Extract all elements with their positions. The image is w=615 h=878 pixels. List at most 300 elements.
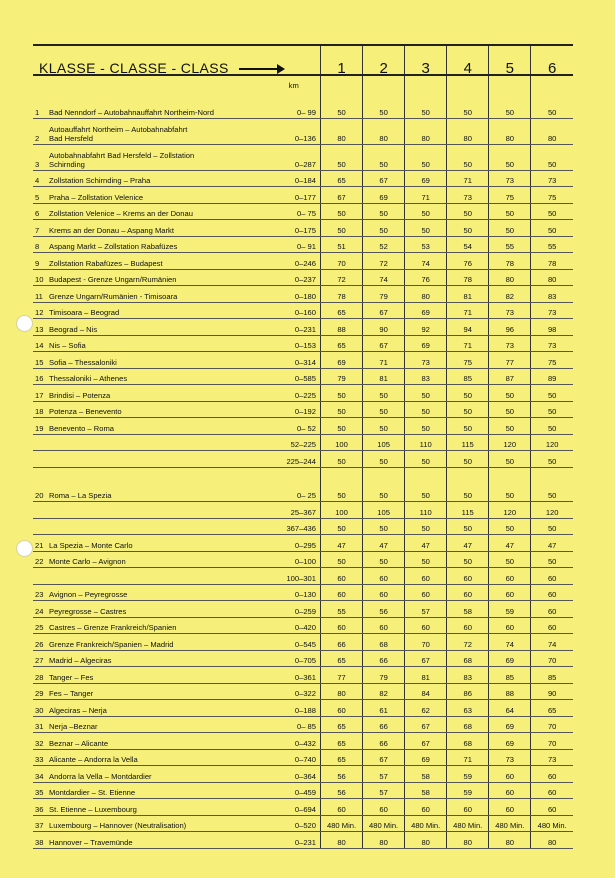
class-4-value: 50 bbox=[447, 401, 489, 418]
table-row bbox=[33, 766, 573, 783]
class-1-value: 78 bbox=[321, 286, 363, 303]
class-1-value: 60 bbox=[321, 617, 363, 634]
class-5-value: 50 bbox=[489, 203, 531, 220]
class-4-value: 71 bbox=[447, 170, 489, 187]
route-name: Peyregrosse – Castres bbox=[43, 601, 271, 618]
class-3-value: 67 bbox=[405, 716, 447, 733]
class-5-value: 60 bbox=[489, 782, 531, 799]
table-header bbox=[33, 45, 573, 78]
class-4-value: 71 bbox=[447, 749, 489, 766]
class-2-value: 67 bbox=[363, 302, 405, 319]
class-1-value: 50 bbox=[321, 401, 363, 418]
class-5-value: 73 bbox=[489, 749, 531, 766]
class-2-value: 67 bbox=[363, 170, 405, 187]
km-range bbox=[271, 467, 320, 486]
route-name bbox=[43, 434, 271, 451]
class-5-value: 73 bbox=[489, 302, 531, 319]
class-6-value: 80 bbox=[531, 269, 573, 286]
class-4-value: 50 bbox=[447, 385, 489, 402]
km-range: 0–175 bbox=[271, 220, 320, 237]
table-row bbox=[33, 434, 573, 451]
km-range: 0–246 bbox=[271, 253, 320, 270]
class-3-value: 71 bbox=[405, 187, 447, 204]
class-2-value: 66 bbox=[363, 716, 405, 733]
class-1-value: 65 bbox=[321, 302, 363, 319]
class-6-value: 60 bbox=[531, 799, 573, 816]
class-6-value: 73 bbox=[531, 335, 573, 352]
class-5-value: 50 bbox=[489, 418, 531, 435]
route-name: Brindisi – Potenza bbox=[43, 385, 271, 402]
class-5-value: 120 bbox=[489, 502, 531, 519]
class-5-value: 47 bbox=[489, 535, 531, 552]
route-number: 4 bbox=[33, 170, 43, 187]
km-range: 0–180 bbox=[271, 286, 320, 303]
class-2-value: 90 bbox=[363, 319, 405, 336]
class-6-value: 60 bbox=[531, 766, 573, 783]
class-2-value: 60 bbox=[363, 584, 405, 601]
class-5-value: 60 bbox=[489, 766, 531, 783]
class-5-value: 60 bbox=[489, 568, 531, 585]
class-4-value: 68 bbox=[447, 733, 489, 750]
class-6-value: 85 bbox=[531, 667, 573, 684]
class-1-value: 79 bbox=[321, 368, 363, 385]
class-4-value: 480 Min. bbox=[447, 815, 489, 832]
class-4-value: 50 bbox=[447, 418, 489, 435]
class-3-value: 80 bbox=[405, 832, 447, 849]
class-1-value: 65 bbox=[321, 749, 363, 766]
route-number: 14 bbox=[33, 335, 43, 352]
class-header-4: 4 bbox=[447, 45, 489, 75]
class-6-value: 75 bbox=[531, 352, 573, 369]
class-6-value: 70 bbox=[531, 733, 573, 750]
class-6-value: 50 bbox=[531, 144, 573, 170]
route-number: 29 bbox=[33, 683, 43, 700]
class-4-value: 50 bbox=[447, 102, 489, 118]
table-row bbox=[33, 733, 573, 750]
route-number: 9 bbox=[33, 253, 43, 270]
class-5-value: 85 bbox=[489, 667, 531, 684]
route-number: 3 bbox=[33, 144, 43, 170]
class-2-value: 47 bbox=[363, 535, 405, 552]
class-1-value: 50 bbox=[321, 220, 363, 237]
route-name bbox=[43, 518, 271, 535]
class-6-value: 50 bbox=[531, 486, 573, 502]
km-range: 0–160 bbox=[271, 302, 320, 319]
km-range: 225–244 bbox=[271, 451, 320, 468]
class-1-value: 50 bbox=[321, 144, 363, 170]
class-6-value: 120 bbox=[531, 434, 573, 451]
class-5-value: 74 bbox=[489, 634, 531, 651]
class-2-value: 56 bbox=[363, 601, 405, 618]
km-range: 0– 85 bbox=[271, 716, 320, 733]
table-row bbox=[33, 236, 573, 253]
route-name: Fes – Tanger bbox=[43, 683, 271, 700]
class-5-value: 120 bbox=[489, 434, 531, 451]
class-3-value: 50 bbox=[405, 220, 447, 237]
class-4-value: 50 bbox=[447, 486, 489, 502]
class-4-value: 60 bbox=[447, 568, 489, 585]
class-1-value bbox=[321, 467, 363, 486]
class-4-value: 72 bbox=[447, 634, 489, 651]
class-4-value: 80 bbox=[447, 832, 489, 849]
class-6-value: 73 bbox=[531, 749, 573, 766]
class-2-value: 57 bbox=[363, 782, 405, 799]
class-1-value: 88 bbox=[321, 319, 363, 336]
class-1-value: 50 bbox=[321, 385, 363, 402]
class-6-value: 50 bbox=[531, 518, 573, 535]
table-row bbox=[33, 584, 573, 601]
km-range: 0–545 bbox=[271, 634, 320, 651]
route-name: Avignon – Peyregrosse bbox=[43, 584, 271, 601]
table-row bbox=[33, 118, 573, 144]
class-2-value: 50 bbox=[363, 385, 405, 402]
route-number: 36 bbox=[33, 799, 43, 816]
route-name: Thessaloniki – Athenes bbox=[43, 368, 271, 385]
class-6-value: 90 bbox=[531, 683, 573, 700]
route-name: Luxembourg – Hannover (Neutralisation) bbox=[43, 815, 271, 832]
punch-hole-top bbox=[16, 315, 33, 332]
route-number: 37 bbox=[33, 815, 43, 832]
class-5-value: 96 bbox=[489, 319, 531, 336]
class-2-value: 480 Min. bbox=[363, 815, 405, 832]
class-3-value: 50 bbox=[405, 551, 447, 568]
class-4-value: 68 bbox=[447, 716, 489, 733]
km-range: 367–436 bbox=[271, 518, 320, 535]
class-4-value: 60 bbox=[447, 617, 489, 634]
route-number: 21 bbox=[33, 535, 43, 552]
class-4-value: 75 bbox=[447, 352, 489, 369]
class-1-value: 100 bbox=[321, 502, 363, 519]
km-range: 0– 91 bbox=[271, 236, 320, 253]
class-5-value: 78 bbox=[489, 253, 531, 270]
class-3-value: 69 bbox=[405, 302, 447, 319]
route-number: 18 bbox=[33, 401, 43, 418]
class-1-value: 50 bbox=[321, 518, 363, 535]
route-name: Monte Carlo – Avignon bbox=[43, 551, 271, 568]
class-4-value: 71 bbox=[447, 335, 489, 352]
class-3-value: 50 bbox=[405, 518, 447, 535]
route-number: 24 bbox=[33, 601, 43, 618]
class-4-value: 50 bbox=[447, 451, 489, 468]
class-4-value: 68 bbox=[447, 650, 489, 667]
km-range: 0–225 bbox=[271, 385, 320, 402]
route-name: Grenze Ungarn/Rumänien - Timisoara bbox=[43, 286, 271, 303]
class-1-value: 65 bbox=[321, 733, 363, 750]
class-4-value: 81 bbox=[447, 286, 489, 303]
km-range: 0–287 bbox=[271, 144, 320, 170]
class-3-value: 92 bbox=[405, 319, 447, 336]
class-6-value: 83 bbox=[531, 286, 573, 303]
class-4-value: 71 bbox=[447, 302, 489, 319]
class-4-value: 94 bbox=[447, 319, 489, 336]
class-3-value: 83 bbox=[405, 368, 447, 385]
table-row bbox=[33, 782, 573, 799]
punch-hole-bottom bbox=[16, 540, 33, 557]
km-range: 0– 75 bbox=[271, 203, 320, 220]
km-range: 25–367 bbox=[271, 502, 320, 519]
class-2-value: 80 bbox=[363, 118, 405, 144]
class-2-value: 67 bbox=[363, 749, 405, 766]
route-number: 5 bbox=[33, 187, 43, 204]
route-name: Timisoara – Beograd bbox=[43, 302, 271, 319]
class-5-value: 69 bbox=[489, 716, 531, 733]
route-name bbox=[43, 451, 271, 468]
class-1-value: 69 bbox=[321, 352, 363, 369]
km-range: 0–192 bbox=[271, 401, 320, 418]
class-4-value: 50 bbox=[447, 518, 489, 535]
class-4-value: 59 bbox=[447, 766, 489, 783]
class-3-value: 58 bbox=[405, 782, 447, 799]
class-3-value: 110 bbox=[405, 502, 447, 519]
class-2-value: 57 bbox=[363, 766, 405, 783]
class-3-value: 76 bbox=[405, 269, 447, 286]
class-4-value: 83 bbox=[447, 667, 489, 684]
route-name: Beznar – Alicante bbox=[43, 733, 271, 750]
class-2-value: 69 bbox=[363, 187, 405, 204]
class-2-value: 82 bbox=[363, 683, 405, 700]
route-name: Praha – Zollstation Velenice bbox=[43, 187, 271, 204]
class-2-value: 50 bbox=[363, 203, 405, 220]
route-name: Benevento – Roma bbox=[43, 418, 271, 435]
class-5-value: 50 bbox=[489, 551, 531, 568]
arrow-right-icon bbox=[239, 64, 285, 74]
class-4-value: 80 bbox=[447, 118, 489, 144]
class-2-value: 61 bbox=[363, 700, 405, 717]
class-6-value: 50 bbox=[531, 451, 573, 468]
route-number: 16 bbox=[33, 368, 43, 385]
class-2-value: 52 bbox=[363, 236, 405, 253]
class-3-value: 74 bbox=[405, 253, 447, 270]
table-row bbox=[33, 170, 573, 187]
table-row bbox=[33, 385, 573, 402]
class-4-value: 47 bbox=[447, 535, 489, 552]
class-4-value: 86 bbox=[447, 683, 489, 700]
km-range: 0–295 bbox=[271, 535, 320, 552]
km-range: 0– 52 bbox=[271, 418, 320, 435]
route-name bbox=[43, 467, 271, 486]
table-row bbox=[33, 486, 573, 502]
class-6-value: 50 bbox=[531, 401, 573, 418]
km-range: 0–314 bbox=[271, 352, 320, 369]
class-5-value: 50 bbox=[489, 486, 531, 502]
class-3-value: 60 bbox=[405, 617, 447, 634]
class-6-value: 55 bbox=[531, 236, 573, 253]
class-4-value: 115 bbox=[447, 502, 489, 519]
class-3-value: 81 bbox=[405, 667, 447, 684]
class-4-value: 63 bbox=[447, 700, 489, 717]
route-number: 1 bbox=[33, 102, 43, 118]
class-3-value bbox=[405, 467, 447, 486]
class-4-value: 76 bbox=[447, 253, 489, 270]
table-row bbox=[33, 467, 573, 486]
class-5-value: 50 bbox=[489, 102, 531, 118]
class-3-value: 50 bbox=[405, 486, 447, 502]
route-number bbox=[33, 467, 43, 486]
km-range: 0–177 bbox=[271, 187, 320, 204]
table-row bbox=[33, 102, 573, 118]
class-5-value: 69 bbox=[489, 650, 531, 667]
route-name: Budapest - Grenze Ungarn/Rumänien bbox=[43, 269, 271, 286]
route-number: 30 bbox=[33, 700, 43, 717]
class-5-value: 73 bbox=[489, 335, 531, 352]
class-4-value: 59 bbox=[447, 782, 489, 799]
km-range: 0–322 bbox=[271, 683, 320, 700]
route-number: 22 bbox=[33, 551, 43, 568]
route-name: Nis – Sofia bbox=[43, 335, 271, 352]
class-6-value: 50 bbox=[531, 220, 573, 237]
table-row bbox=[33, 551, 573, 568]
route-name: La Spezia – Monte Carlo bbox=[43, 535, 271, 552]
km-range: 0– 25 bbox=[271, 486, 320, 502]
class-2-value: 50 bbox=[363, 518, 405, 535]
class-2-value: 60 bbox=[363, 568, 405, 585]
class-5-value: 88 bbox=[489, 683, 531, 700]
class-header-6: 6 bbox=[531, 45, 573, 75]
route-number: 35 bbox=[33, 782, 43, 799]
class-3-value: 69 bbox=[405, 749, 447, 766]
class-2-value: 50 bbox=[363, 144, 405, 170]
route-name: Aspang Markt – Zollstation Rabafüzes bbox=[43, 236, 271, 253]
class-3-value: 57 bbox=[405, 601, 447, 618]
route-name: Madrid – Algeciras bbox=[43, 650, 271, 667]
class-1-value: 65 bbox=[321, 335, 363, 352]
class-2-value: 74 bbox=[363, 269, 405, 286]
class-4-value: 60 bbox=[447, 799, 489, 816]
class-3-value: 60 bbox=[405, 799, 447, 816]
class-3-value: 73 bbox=[405, 352, 447, 369]
class-5-value: 50 bbox=[489, 451, 531, 468]
class-1-value: 60 bbox=[321, 700, 363, 717]
km-range: 0–361 bbox=[271, 667, 320, 684]
class-1-value: 56 bbox=[321, 766, 363, 783]
route-number: 11 bbox=[33, 286, 43, 303]
route-number: 26 bbox=[33, 634, 43, 651]
class-header-2: 2 bbox=[363, 45, 405, 75]
table-row bbox=[33, 667, 573, 684]
route-name: Beograd – Nis bbox=[43, 319, 271, 336]
class-2-value: 105 bbox=[363, 434, 405, 451]
route-number: 2 bbox=[33, 118, 43, 144]
class-1-value: 50 bbox=[321, 486, 363, 502]
km-range: 52–225 bbox=[271, 434, 320, 451]
class-6-value: 65 bbox=[531, 700, 573, 717]
table-row bbox=[33, 352, 573, 369]
route-number: 28 bbox=[33, 667, 43, 684]
table-row bbox=[33, 650, 573, 667]
class-header-3: 3 bbox=[405, 45, 447, 75]
class-5-value: 75 bbox=[489, 187, 531, 204]
table-row bbox=[33, 502, 573, 519]
route-number: 13 bbox=[33, 319, 43, 336]
km-range: 0–520 bbox=[271, 815, 320, 832]
class-3-value: 50 bbox=[405, 203, 447, 220]
km-label-row bbox=[33, 75, 573, 102]
class-5-value: 50 bbox=[489, 220, 531, 237]
class-6-value: 78 bbox=[531, 253, 573, 270]
class-3-value: 50 bbox=[405, 102, 447, 118]
class-5-value: 55 bbox=[489, 236, 531, 253]
class-1-value: 60 bbox=[321, 799, 363, 816]
route-number bbox=[33, 451, 43, 468]
table-row bbox=[33, 269, 573, 286]
route-number: 25 bbox=[33, 617, 43, 634]
class-header-5: 5 bbox=[489, 45, 531, 75]
table-row bbox=[33, 319, 573, 336]
class-1-value: 47 bbox=[321, 535, 363, 552]
class-2-value: 71 bbox=[363, 352, 405, 369]
class-3-value: 47 bbox=[405, 535, 447, 552]
route-name: St. Etienne – Luxembourg bbox=[43, 799, 271, 816]
class-5-value: 82 bbox=[489, 286, 531, 303]
table-row bbox=[33, 683, 573, 700]
class-6-value: 80 bbox=[531, 118, 573, 144]
class-1-value: 50 bbox=[321, 203, 363, 220]
route-name: Hannover – Travemünde bbox=[43, 832, 271, 849]
class-5-value bbox=[489, 467, 531, 486]
route-name: Zollstation Rabafüzes – Budapest bbox=[43, 253, 271, 270]
class-3-value: 69 bbox=[405, 335, 447, 352]
class-3-value: 67 bbox=[405, 650, 447, 667]
class-3-value: 69 bbox=[405, 170, 447, 187]
class-6-value: 60 bbox=[531, 601, 573, 618]
class-4-value bbox=[447, 467, 489, 486]
route-name: Bad Nenndorf – Autobahnauffahrt Northeim-Nord bbox=[43, 102, 271, 118]
table-row bbox=[33, 601, 573, 618]
class-3-value: 80 bbox=[405, 286, 447, 303]
class-6-value: 47 bbox=[531, 535, 573, 552]
class-2-value: 50 bbox=[363, 418, 405, 435]
class-4-value: 50 bbox=[447, 203, 489, 220]
class-3-value: 110 bbox=[405, 434, 447, 451]
class-1-value: 60 bbox=[321, 584, 363, 601]
class-6-value: 60 bbox=[531, 617, 573, 634]
class-4-value: 50 bbox=[447, 220, 489, 237]
class-6-value: 60 bbox=[531, 584, 573, 601]
km-range: 0–237 bbox=[271, 269, 320, 286]
class-2-value: 68 bbox=[363, 634, 405, 651]
class-5-value: 80 bbox=[489, 269, 531, 286]
class-6-value: 73 bbox=[531, 302, 573, 319]
km-range: 0–231 bbox=[271, 319, 320, 336]
km-range: 0–153 bbox=[271, 335, 320, 352]
class-5-value: 69 bbox=[489, 733, 531, 750]
class-2-value: 105 bbox=[363, 502, 405, 519]
route-name: Sofia – Thessaloniki bbox=[43, 352, 271, 369]
class-2-value: 66 bbox=[363, 650, 405, 667]
class-6-value: 70 bbox=[531, 650, 573, 667]
class-2-value: 50 bbox=[363, 451, 405, 468]
class-6-value: 50 bbox=[531, 203, 573, 220]
km-range: 0–585 bbox=[271, 368, 320, 385]
km-range: 0–364 bbox=[271, 766, 320, 783]
class-2-value: 50 bbox=[363, 486, 405, 502]
route-number: 8 bbox=[33, 236, 43, 253]
class-2-value: 80 bbox=[363, 832, 405, 849]
class-3-value: 50 bbox=[405, 144, 447, 170]
class-1-value: 50 bbox=[321, 102, 363, 118]
route-name: Autobahnabfahrt Bad Hersfeld – Zollstation Schirnding bbox=[43, 144, 271, 170]
km-range: 0–432 bbox=[271, 733, 320, 750]
class-4-value: 60 bbox=[447, 584, 489, 601]
route-number: 32 bbox=[33, 733, 43, 750]
route-number: 7 bbox=[33, 220, 43, 237]
class-5-value: 50 bbox=[489, 144, 531, 170]
class-4-value: 115 bbox=[447, 434, 489, 451]
route-name: Grenze Frankreich/Spanien – Madrid bbox=[43, 634, 271, 651]
km-range: 0–188 bbox=[271, 700, 320, 717]
route-name: Autoauffahrt Northeim – Autobahnabfahrt Bad Hersfeld bbox=[43, 118, 271, 144]
route-name: Tanger – Fes bbox=[43, 667, 271, 684]
